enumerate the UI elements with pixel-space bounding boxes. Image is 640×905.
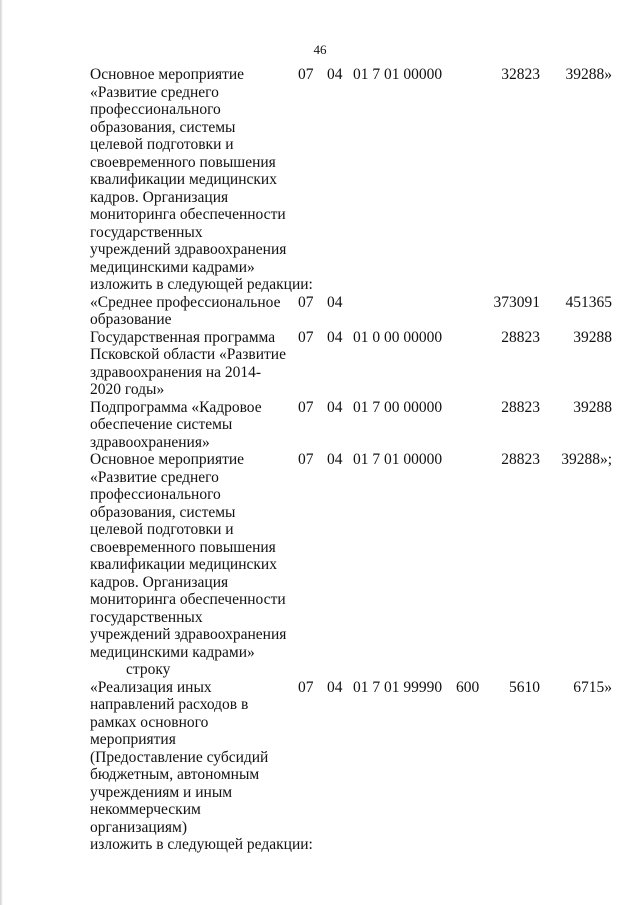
row-subsection: 04 (327, 328, 343, 346)
row-amount-year-2: 39288»; (561, 451, 612, 468)
row-amount-year-2: 39288» (565, 66, 612, 83)
table-row (90, 294, 620, 329)
row-section: 07 (298, 293, 314, 311)
row-amount-year-1: 28823 (501, 328, 540, 346)
row-name: Основное мероприятие «Развитие среднего профессионального образования, системы целевой подготовки и своевременного повышения квалификации медицинских кадров. Организация мониторинга обеспеченности государственных учреждений здравоохранения медицинскими кадрами» (90, 451, 287, 661)
table-row (90, 679, 620, 837)
row-name: «Реализация иных направлений расходов в рамках основного мероприятия (Предоставление субсидий бюджетным, автономным учреждениям и иным некоммерческим организациям) (90, 678, 269, 836)
row-amount-year-2: 6715» (573, 678, 612, 696)
row-amount-year-1: 373091 (493, 293, 540, 311)
row-subsection: 04 (327, 678, 343, 696)
table-row (90, 399, 620, 452)
row-code: 01 7 01 00000 (353, 66, 443, 83)
scan-edge-shadow (0, 0, 3, 905)
table-row (90, 66, 620, 276)
row-section: 07 (298, 451, 314, 468)
row-name: «Среднее профессиональное образование (90, 293, 281, 328)
row-section: 07 (298, 66, 314, 83)
table-row (90, 329, 620, 399)
row-name: Государственная программа Псковской области «Развитие здравоохранения на 2014- 2020 годы» (90, 328, 286, 398)
page-number: 46 (313, 42, 327, 57)
instruction-row-word: строку (126, 661, 171, 678)
row-code: 01 7 01 00000 (353, 451, 443, 468)
table-row (90, 451, 620, 661)
row-name: Подпрограмма «Кадровое обеспечение системы здравоохранения» (90, 398, 262, 451)
row-expense-type: 600 (456, 678, 480, 696)
row-subsection: 04 (327, 451, 343, 468)
row-amount-year-1: 32823 (501, 66, 540, 83)
row-amount-year-1: 28823 (501, 398, 540, 416)
row-code: 01 7 01 99990 (353, 678, 443, 696)
row-amount-year-2: 39288 (573, 398, 612, 416)
row-code: 01 0 00 00000 (353, 328, 443, 346)
row-code: 01 7 00 00000 (353, 398, 443, 416)
row-subsection: 04 (327, 66, 343, 83)
row-amount-year-1: 5610 (509, 678, 540, 696)
row-section: 07 (298, 328, 314, 346)
row-amount-year-2: 39288 (573, 328, 612, 346)
instruction-edit: изложить в следующей редакции: (90, 836, 313, 853)
row-section: 07 (298, 678, 314, 696)
instruction-edit: изложить в следующей редакции: (90, 276, 313, 293)
row-section: 07 (298, 398, 314, 416)
row-name: Основное мероприятие «Развитие среднего профессионального образования, системы целевой подготовки и своевременного повышения квалификации медицинских кадров. Организация мониторинга обеспеченности государственных учреждений здравоохранения медицинскими кадрами» (90, 66, 287, 276)
row-amount-year-2: 451365 (565, 293, 612, 311)
row-subsection: 04 (327, 293, 343, 311)
row-amount-year-1: 28823 (501, 451, 540, 468)
budget-table (90, 66, 620, 854)
row-subsection: 04 (327, 398, 343, 416)
